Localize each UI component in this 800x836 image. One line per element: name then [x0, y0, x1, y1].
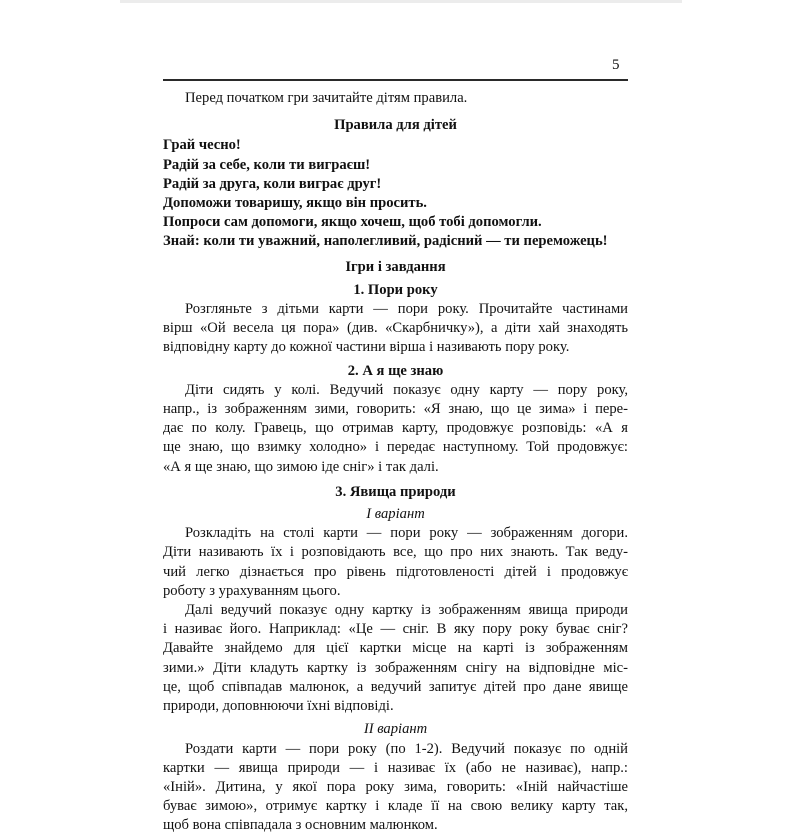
rule-item: Допоможи товаришу, якщо він просить.: [163, 195, 427, 212]
text-line: Розгляньте з дітьми карти — пори року. Прочитайте частинами: [185, 301, 628, 318]
text-line: Діти називають їх і розповідають все, що про них знають. Так веду-: [163, 544, 628, 561]
games-title: Ігри і завдання: [345, 258, 446, 275]
rules-title: Правила для дітей: [334, 117, 457, 134]
text-line: чий легко дізнається про рівень підготовленості дітей і продовжує: [163, 563, 628, 580]
top-edge-bar: [120, 0, 682, 3]
page-content: [163, 89, 628, 836]
text-line: Діти сидять у колі. Ведучий показує одну карту — пору року,: [185, 381, 628, 398]
page-number: 5: [612, 57, 620, 73]
header-rule: [163, 79, 628, 81]
rule-item: Радій за себе, коли ти виграєш!: [163, 156, 371, 173]
text-line: Роздати карти — пори року (по 1-2). Ведучий показує по одній: [185, 740, 628, 757]
section2-paragraph: [163, 381, 628, 477]
rules-list: [163, 136, 628, 251]
rule-item: Знай: коли ти уважний, наполегливий, радісний — ти переможець!: [163, 233, 608, 250]
section1-paragraph: [163, 300, 628, 358]
text-line: буває зимою», отримує картку і кладе її на свою велику карту так,: [163, 798, 628, 815]
text-line: «А я ще знаю, що зимою іде сніг» і так далі.: [163, 458, 439, 475]
text-line: ще знаю, що взимку холодно» і передає наступному. Той продовжує:: [163, 439, 628, 456]
variant1-paragraph-1: [163, 524, 628, 601]
text-line: і називає його. Наприклад: «Це — сніг. В яку пору року буває сніг?: [163, 621, 628, 638]
variant1-paragraph-2: [163, 601, 628, 716]
rule-item: Радій за друга, коли виграє друг!: [163, 175, 382, 192]
text-line: Далі ведучий показує одну картку із зображенням явища природи: [185, 602, 628, 619]
text-line: вірш «Ой весела ця пора» (див. «Скарбничку»), а діти хай знаходять: [163, 320, 628, 337]
variant1-title: І варіант: [366, 506, 425, 523]
text-line: «Іній». Дитина, у якої пора року зима, говорить: «Іній найчастіше: [163, 778, 628, 795]
text-line: відповідну карту до кожної частини вірша і називають пору року.: [163, 339, 570, 356]
text-line: зими.» Діти кладуть картку із зображенням снігу на відповідне міс-: [163, 659, 628, 676]
text-line: щоб вона співпадала з основним малюнком.: [163, 817, 438, 834]
section1-title: 1. Пори року: [353, 281, 438, 298]
text-line: напр., із зображенням зими, говорить: «Я знаю, що це зима» і пере-: [163, 401, 628, 418]
text-line: це, щоб співпадав малюнок, а ведучий запитує дітей про дане явище: [163, 678, 628, 695]
text-line: роботу з урахуванням цього.: [163, 582, 341, 599]
variant2-paragraph-1: [163, 740, 628, 836]
rule-item: Грай чесно!: [163, 137, 241, 154]
variant2-title: ІІ варіант: [363, 721, 428, 738]
text-line: дає по колу. Гравець, що отримав карту, продовжує розповідь: «А я: [163, 420, 628, 437]
text-line: природи, доповнюючи їхні відповіді.: [163, 698, 394, 715]
text-line: Розкладіть на столі карти — пори року — зображенням догори.: [185, 525, 628, 542]
rule-item: Попроси сам допомоги, якщо хочеш, щоб тобі допомогли.: [163, 214, 542, 231]
text-line: Давайте знайдемо для цієї картки місце на карті із зображенням: [163, 640, 628, 657]
section2-title: 2. А я ще знаю: [347, 362, 444, 379]
section3-title: 3. Явища природи: [335, 483, 456, 500]
intro-text: Перед початком гри зачитайте дітям правила.: [185, 90, 468, 106]
text-line: картки — явища природи — і називає їх (або не називає), напр.:: [163, 759, 628, 776]
